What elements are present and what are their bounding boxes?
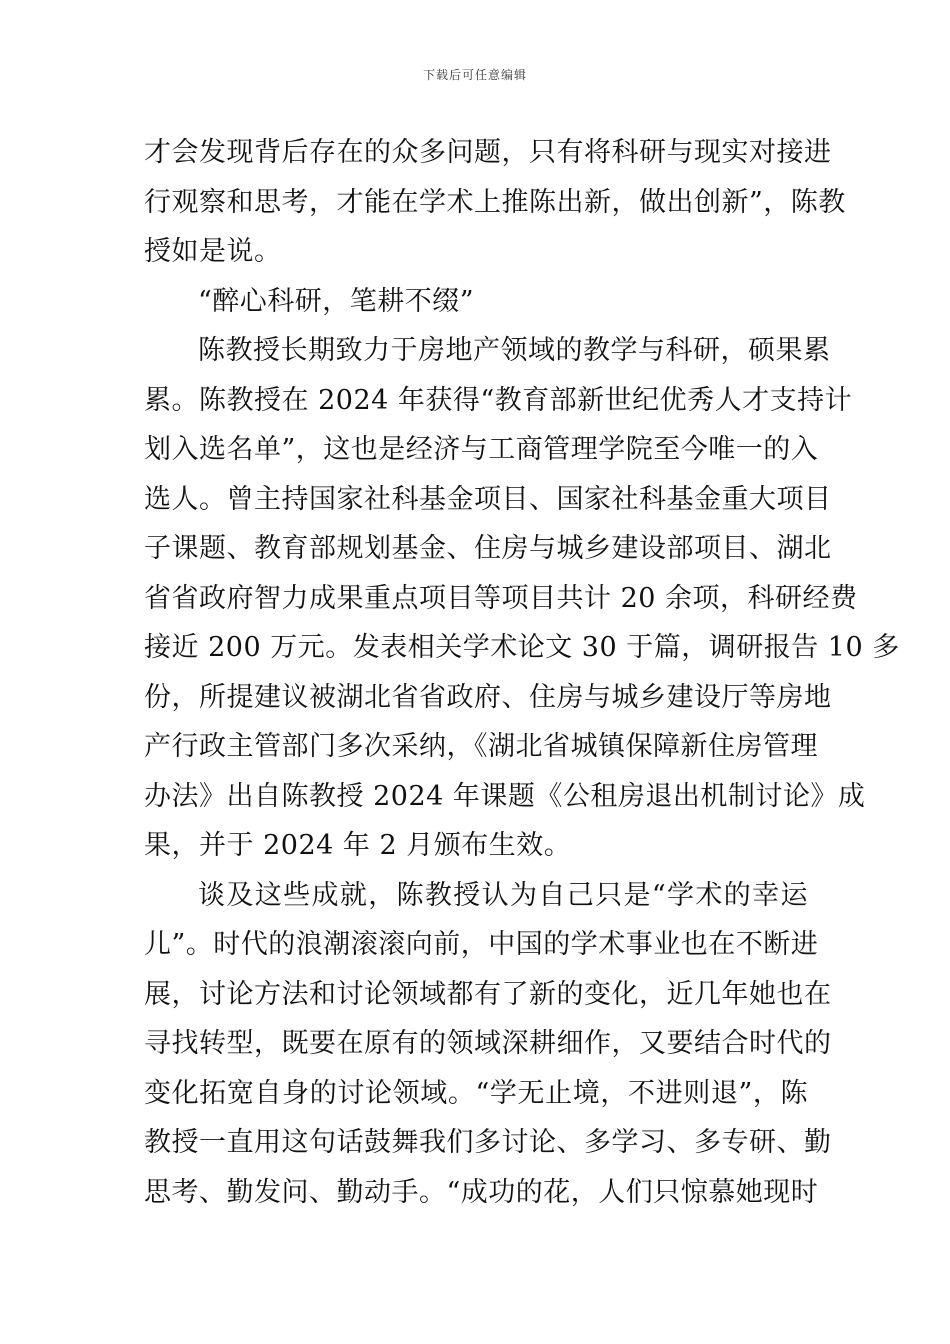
text-line: 累。陈教授在 2024 年获得“教育部新世纪优秀人才支持计: [144, 384, 853, 416]
text-line: 果，并于 2024 年 2 月颁布生效。: [144, 830, 572, 861]
text-line: 陈教授长期致力于房地产领域的教学与科研，硕果累: [198, 335, 831, 366]
text-line: 子课题、教育部规划基金、住房与城乡建设部项目、湖北: [144, 533, 832, 564]
text-line: 谈及这些成就，陈教授认为自己只是“学术的幸运: [198, 879, 808, 911]
text-line: 行观察和思考，才能在学术上推陈出新，做出创新”，陈教: [144, 186, 846, 218]
text-line: 办法》出自陈教授 2024 年课题《公租房退出机制讨论》成: [144, 780, 866, 812]
header-note: 下载后可任意编辑: [422, 68, 527, 82]
text-line: 教授一直用这句话鼓舞我们多讨论、多学习、多专研、勤: [144, 1127, 832, 1158]
text-line: 划入选名单”，这也是经济与工商管理学院至今唯一的入: [144, 434, 819, 465]
text-line: 省省政府智力成果重点项目等项目共计 20 余项，科研经费: [144, 582, 858, 614]
text-line: 才会发现背后存在的众多问题，只有将科研与现实对接进: [144, 137, 832, 168]
text-line: 变化拓宽自身的讨论领域。“学无止境，不进则退”，陈: [144, 1077, 808, 1109]
text-line: 接近 200 万元。发表相关学术论文 30 于篇，调研报告 10 多: [144, 632, 900, 663]
text-line: 授如是说。: [144, 236, 282, 267]
section-heading: “醉心科研，笔耕不缀”: [198, 285, 475, 317]
text-line: 寻找转型，既要在原有的领域深耕细作，又要结合时代的: [144, 1028, 832, 1059]
body-text: [144, 128, 900, 1217]
text-line: 选人。曾主持国家社科基金项目、国家社科基金重大项目: [144, 483, 832, 515]
text-line: 思考、勤发问、勤动手。“成功的花，人们只惊慕她现时: [144, 1176, 819, 1208]
text-line: 产行政主管部门多次采纳，《湖北省城镇保障新住房管理: [144, 731, 818, 762]
text-line: 份，所提建议被湖北省省政府、住房与城乡建设厅等房地: [144, 681, 832, 713]
text-line: 儿”。时代的浪潮滚滚向前，中国的学术事业也在不断进: [144, 929, 819, 960]
text-line: 展，讨论方法和讨论领域都有了新的变化，近几年她也在: [144, 978, 832, 1010]
